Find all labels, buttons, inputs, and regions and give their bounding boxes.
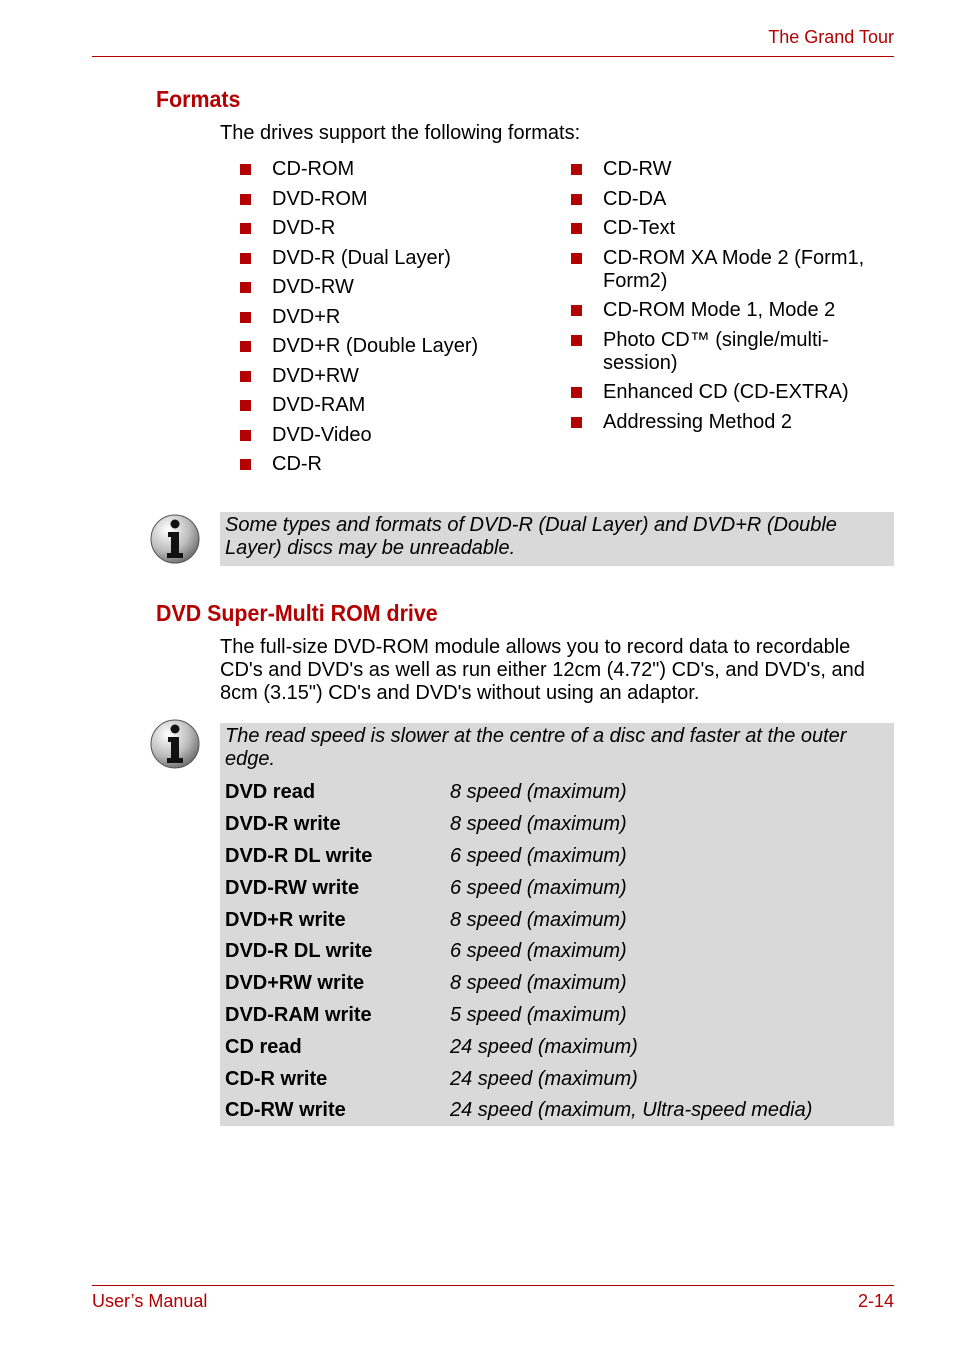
list-item: DVD-Video xyxy=(240,424,478,447)
table-row: DVD+R write 8 speed (maximum) xyxy=(225,908,627,931)
list-item: CD-Text xyxy=(571,217,871,240)
dvd-drive-intro: The full-size DVD-ROM module allows you to record data to recordable CD's and DVD's as well as run either 12cm (4.72") CD's, and DVD's, and 8cm (3.15") CD's and DVD's without using an adaptor. xyxy=(220,636,865,704)
table-row: CD-RW write 24 speed (maximum, Ultra-speed media) xyxy=(225,1099,813,1122)
list-item: DVD+RW xyxy=(240,365,478,388)
table-row: CD-R write 24 speed (maximum) xyxy=(225,1067,638,1090)
table-row: DVD-R DL write 6 speed (maximum) xyxy=(225,844,627,867)
list-item: DVD-ROM xyxy=(240,188,478,211)
formats-list-right xyxy=(571,158,871,440)
note-text: Some types and formats of DVD-R (Dual Layer) and DVD+R (Double Layer) discs may be unreadable. xyxy=(225,514,837,559)
formats-list-left xyxy=(240,158,478,483)
note-unreadable-discs xyxy=(220,512,894,566)
table-row: DVD+RW write 8 speed (maximum) xyxy=(225,972,627,995)
bullet-square-icon xyxy=(240,282,251,293)
bullet-square-icon xyxy=(571,417,582,428)
table-row: DVD read 8 speed (maximum) xyxy=(225,781,627,804)
bullet-square-icon xyxy=(571,335,582,346)
list-item: CD-ROM XA Mode 2 (Form1, Form2) xyxy=(571,247,871,293)
header-rule xyxy=(92,56,894,57)
table-row: DVD-RW write 6 speed (maximum) xyxy=(225,876,627,899)
list-item: DVD-R (Dual Layer) xyxy=(240,247,478,270)
note-text: The read speed is slower at the centre of a disc and faster at the outer edge. xyxy=(225,725,847,770)
list-item: Enhanced CD (CD-EXTRA) xyxy=(571,381,871,404)
page-number: 2-14 xyxy=(857,1291,894,1311)
running-header: The Grand Tour xyxy=(768,27,894,47)
list-item: CD-ROM xyxy=(240,158,478,181)
bullet-square-icon xyxy=(240,371,251,382)
bullet-square-icon xyxy=(571,305,582,316)
list-item: DVD-RAM xyxy=(240,394,478,417)
table-row: DVD-RAM write 5 speed (maximum) xyxy=(225,1003,627,1026)
footer-rule xyxy=(92,1285,894,1286)
formats-intro: The drives support the following formats: xyxy=(220,122,581,144)
bullet-square-icon xyxy=(571,387,582,398)
bullet-square-icon xyxy=(240,430,251,441)
bullet-square-icon xyxy=(240,194,251,205)
list-item: DVD+R xyxy=(240,306,478,329)
list-item: CD-R xyxy=(240,453,478,476)
list-item: DVD-R xyxy=(240,217,478,240)
bullet-square-icon xyxy=(571,253,582,264)
list-item: Addressing Method 2 xyxy=(571,411,871,434)
list-item: Photo CD™ (single/multi-session) xyxy=(571,329,871,375)
list-item: DVD-RW xyxy=(240,276,478,299)
info-icon xyxy=(148,512,202,566)
table-row: CD read 24 speed (maximum) xyxy=(225,1035,638,1058)
footer-manual-title: User’s Manual xyxy=(92,1291,208,1311)
bullet-square-icon xyxy=(240,164,251,175)
info-icon xyxy=(148,717,202,771)
list-item: CD-ROM Mode 1, Mode 2 xyxy=(571,299,871,322)
bullet-square-icon xyxy=(240,459,251,470)
table-row: DVD-R write 8 speed (maximum) xyxy=(225,813,627,836)
list-item: CD-RW xyxy=(571,158,871,181)
bullet-square-icon xyxy=(240,312,251,323)
bullet-square-icon xyxy=(571,223,582,234)
list-item: DVD+R (Double Layer) xyxy=(240,335,478,358)
dvd-drive-heading: DVD Super-Multi ROM drive xyxy=(156,600,438,626)
bullet-square-icon xyxy=(240,400,251,411)
bullet-square-icon xyxy=(240,223,251,234)
bullet-square-icon xyxy=(240,341,251,352)
bullet-square-icon xyxy=(240,253,251,264)
formats-heading: Formats xyxy=(156,86,241,112)
table-row: DVD-R DL write 6 speed (maximum) xyxy=(225,940,627,963)
list-item: CD-DA xyxy=(571,188,871,211)
note-read-speeds xyxy=(220,723,894,1126)
bullet-square-icon xyxy=(571,194,582,205)
bullet-square-icon xyxy=(571,164,582,175)
